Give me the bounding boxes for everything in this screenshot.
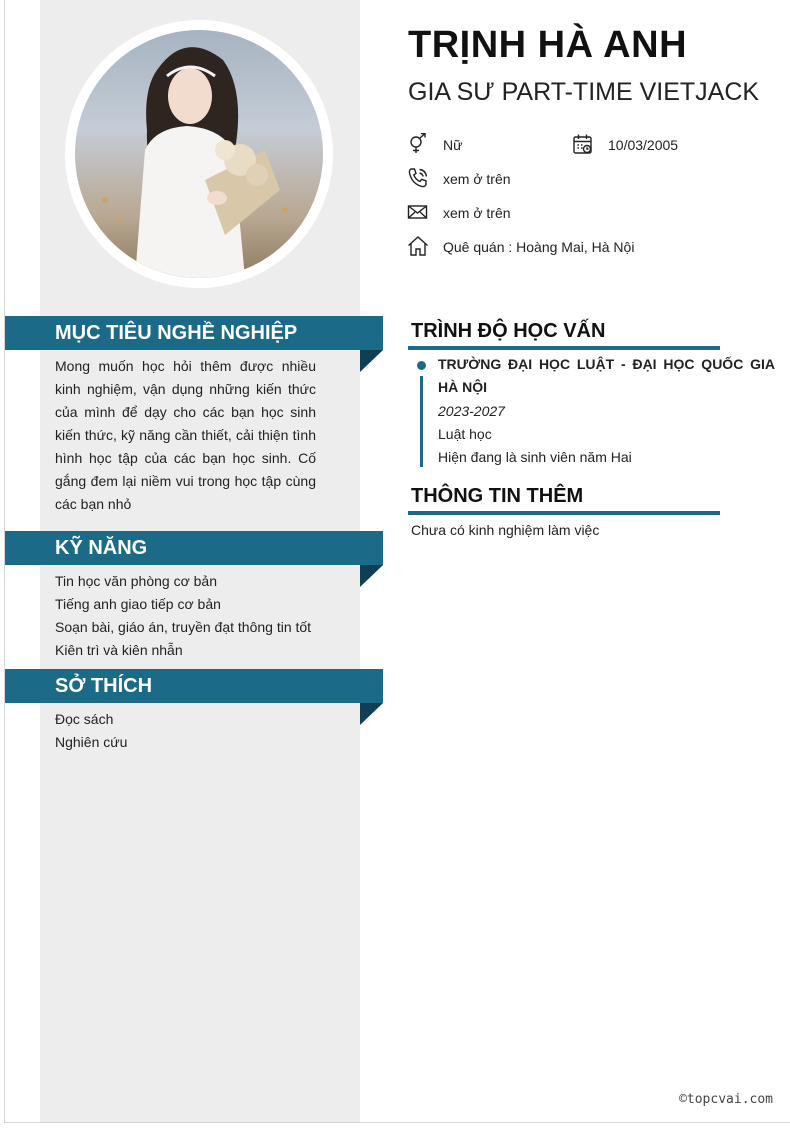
job-title: GIA SƯ PART-TIME VIETJACK (408, 78, 760, 106)
objective-text (55, 355, 316, 516)
hometown-value: Quê quán : Hoàng Mai, Hà Nội (443, 239, 635, 255)
skills-fold (360, 565, 383, 587)
gender-value: Nữ (443, 137, 463, 153)
watermark-footer: ©topcvai.com (679, 1092, 773, 1107)
objective-line: của mình để dạy cho các bạn học sinh (55, 404, 316, 420)
education-major: Luật học (438, 426, 492, 442)
additional-info-text: Chưa có kinh nghiệm làm việc (411, 522, 600, 538)
phone-icon (407, 167, 429, 189)
skill-item: Tiếng anh giao tiếp cơ bản (55, 596, 221, 612)
objective-line: kiến thức, kỹ năng cần thiết, cải thiện tình (55, 427, 316, 443)
skill-item: Soạn bài, giáo án, truyền đạt thông tin tốt (55, 619, 312, 635)
skill-item: Tin học văn phòng cơ bản (55, 573, 217, 589)
objective-line: gắng đem lại niềm vui trong học tập cùng (55, 473, 316, 489)
additional-info-heading: THÔNG TIN THÊM (411, 485, 584, 507)
skills-list (55, 570, 316, 662)
education-bullet (417, 361, 426, 370)
hobby-item: Nghiên cứu (55, 734, 128, 750)
skills-heading: KỸ NĂNG (5, 531, 383, 565)
candidate-name: TRỊNH HÀ ANH (408, 24, 688, 66)
objective-line: kinh nghiệm, vận dụng những kiến thức (55, 381, 316, 397)
skill-item: Kiên trì và kiên nhẫn (55, 642, 183, 658)
education-underline (408, 346, 720, 350)
phone-value: xem ở trên (443, 171, 511, 187)
education-status: Hiện đang là sinh viên năm Hai (438, 449, 632, 465)
hobbies-heading: SỞ THÍCH (5, 669, 383, 703)
calendar-icon (572, 133, 594, 155)
gender-icon (407, 133, 429, 155)
objective-line: các bạn nhỏ (55, 496, 132, 512)
hobby-item: Đọc sách (55, 711, 114, 727)
hobbies-fold (360, 703, 383, 725)
education-heading: TRÌNH ĐỘ HỌC VẤN (411, 320, 606, 342)
school-name: TRƯỜNG ĐẠI HỌC LUẬT - ĐẠI HỌC QUỐC GIA HÀ NỘI (438, 356, 775, 395)
mail-icon (407, 201, 429, 223)
education-timeline-bar (420, 376, 423, 467)
objective-line: Mong muốn học hỏi thêm được nhiều (55, 358, 316, 374)
home-icon (407, 235, 429, 257)
email-value: xem ở trên (443, 205, 511, 221)
avatar (75, 30, 323, 278)
additional-info-underline (408, 511, 720, 515)
birthdate-value: 10/03/2005 (608, 137, 679, 153)
objective-heading: MỤC TIÊU NGHỀ NGHIỆP (5, 316, 383, 350)
objective-line: hình học tập của các bạn học sinh. Cố (55, 450, 316, 466)
education-period: 2023-2027 (438, 403, 505, 419)
hobbies-list (55, 708, 316, 754)
objective-fold (360, 350, 383, 372)
